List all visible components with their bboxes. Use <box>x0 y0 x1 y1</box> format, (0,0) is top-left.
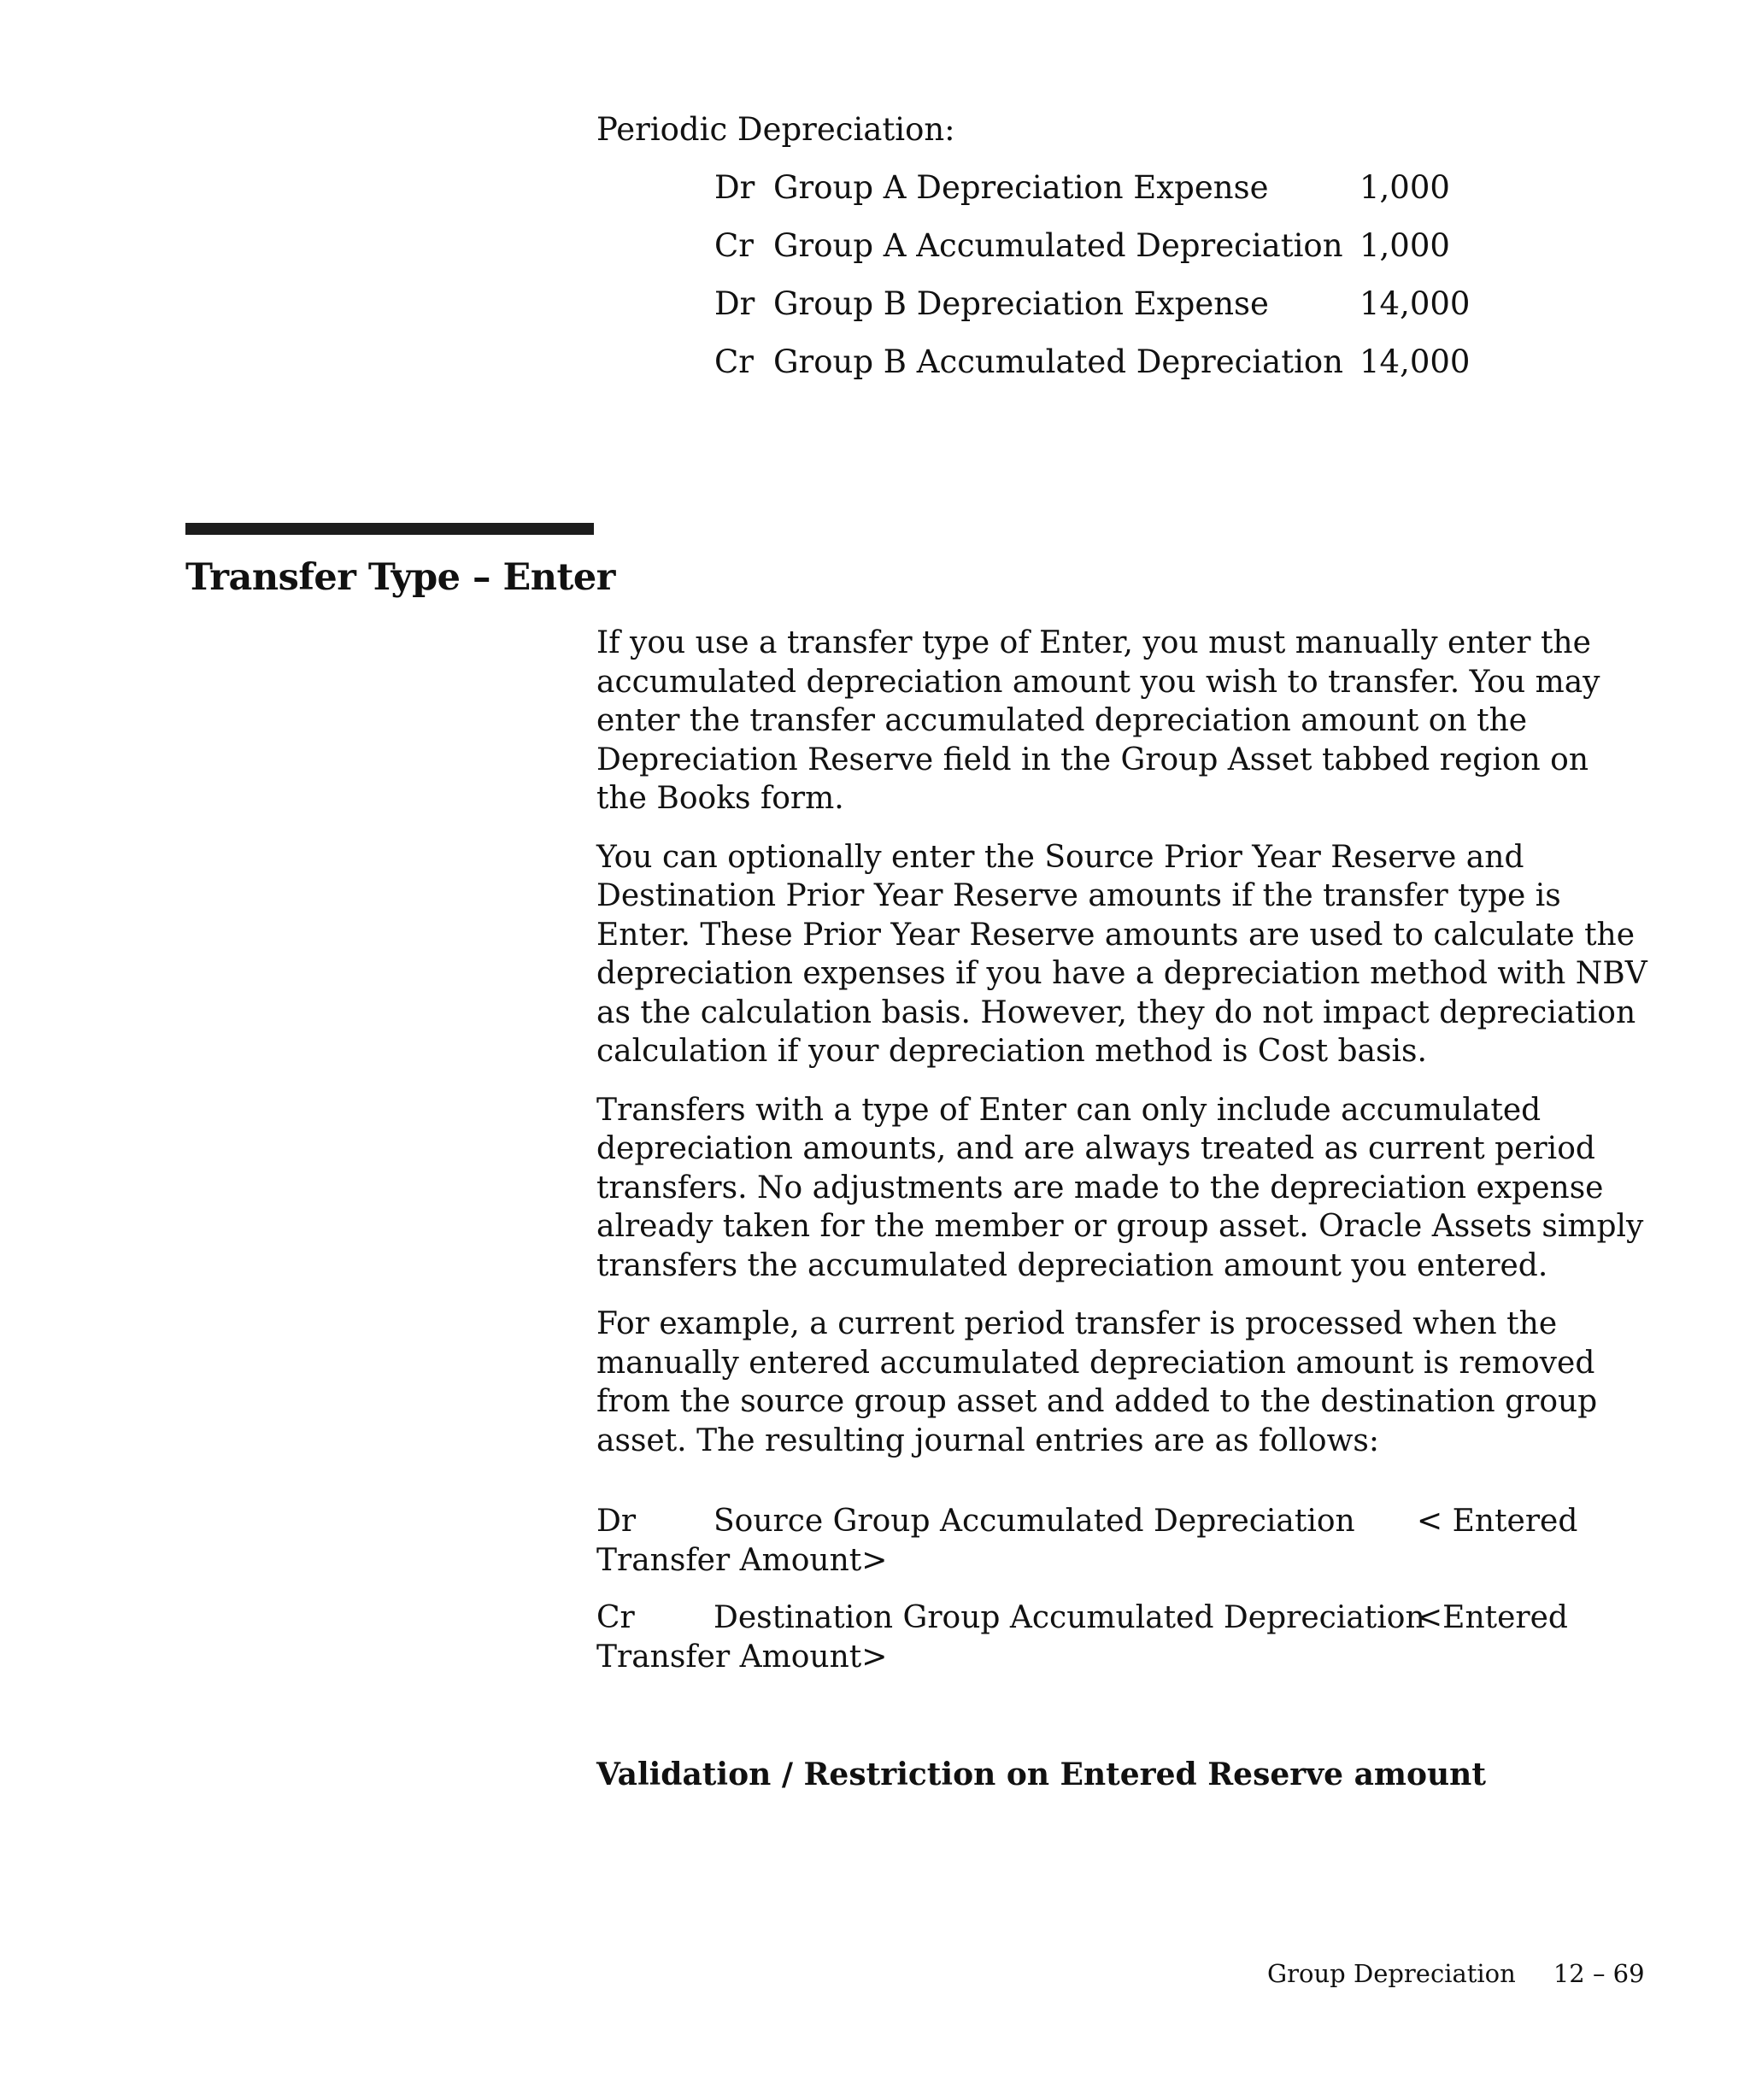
page-footer <box>1267 1956 1645 1991</box>
periodic-entry-row <box>0 282 1750 326</box>
entry-account: Group B Accumulated Depreciation <box>773 343 1344 380</box>
periodic-depreciation-label: Periodic Depreciation: <box>596 111 955 148</box>
journal-amount-start: < Entered <box>1417 1504 1578 1539</box>
journal-entry <box>596 1598 1673 1676</box>
entry-account: Group A Accumulated Depreciation <box>773 227 1343 264</box>
entry-drcr: Cr <box>714 343 754 380</box>
entry-amount: 1,000 <box>1359 227 1450 264</box>
body-paragraph: If you use a transfer type of Enter, you must manually enter the accumulated depreciation amount you wish to transfer. You may enter the transfer accumulated depreciation amount on the Depreciation Reserve field in the Group Asset tabbed region on the Books form. <box>596 625 1600 816</box>
journal-entry <box>596 1502 1673 1580</box>
periodic-entry-row <box>0 224 1750 268</box>
entry-account: Group B Depreciation Expense <box>773 285 1269 322</box>
footer-page-number: 12 – 69 <box>1553 1959 1645 1988</box>
body-paragraph: Transfers with a type of Enter can only include accumulated depreciation amounts, and are always treated as current period transfers. No adjustments are made to the depreciation expense already taken for the member or group asset. Oracle Assets simply transfers the accumulated depreciation amount you entered. <box>596 1092 1644 1283</box>
validation-heading: Validation / Restriction on Entered Reserve amount <box>596 1757 1486 1792</box>
entry-amount: 14,000 <box>1359 285 1471 322</box>
section-body <box>596 624 1647 1480</box>
journal-account: Source Group Accumulated Depreciation <box>714 1504 1355 1539</box>
journal-drcr: Cr <box>596 1600 635 1635</box>
entry-drcr: Dr <box>714 169 755 206</box>
journal-account: Destination Group Accumulated Depreciation <box>714 1600 1425 1635</box>
body-paragraph: You can optionally enter the Source Prior Year Reserve and Destination Prior Year Reserve amounts if the transfer type is Enter. These Prior Year Reserve amounts are used to calculate the depreciation expenses if you have a depreciation method with NBV as the calculation basis. However, they do not impact depreciation calculation if your depreciation method is Cost basis. <box>596 839 1647 1069</box>
entry-account: Group A Depreciation Expense <box>773 169 1269 206</box>
journal-drcr: Dr <box>596 1504 637 1539</box>
journal-amount-start: <Entered <box>1417 1600 1568 1635</box>
entry-amount: 1,000 <box>1359 169 1450 206</box>
entry-drcr: Dr <box>714 285 755 322</box>
entry-amount: 14,000 <box>1359 343 1471 380</box>
footer-chapter: Group Depreciation <box>1267 1959 1516 1988</box>
journal-amount-end: Transfer Amount> <box>596 1542 888 1578</box>
periodic-entry-row <box>0 166 1750 210</box>
periodic-entry-row <box>0 340 1750 384</box>
entry-drcr: Cr <box>714 227 754 264</box>
section-divider-rule <box>185 523 594 535</box>
section-title: Transfer Type – Enter <box>185 556 615 599</box>
body-paragraph: For example, a current period transfer is processed when the manually entered accumulated depreciation amount is removed from the source group asset and added to the destination group asset. The resulting journal entries are as follows: <box>596 1306 1598 1458</box>
journal-amount-end: Transfer Amount> <box>596 1639 888 1675</box>
